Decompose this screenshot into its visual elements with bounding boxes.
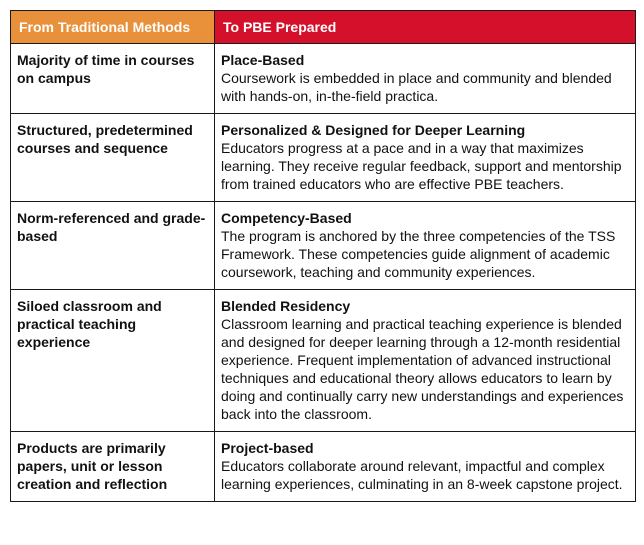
pbe-title: Place-Based (221, 52, 305, 68)
pbe-description: Coursework is embedded in place and community and blended with hands-on, in-the-field practica. (221, 70, 612, 104)
pbe-cell (215, 44, 636, 114)
pbe-cell (215, 202, 636, 290)
pbe-cell (215, 114, 636, 202)
pbe-description: Educators progress at a pace and in a way that maximizes learning. They receive regular feedback, support and mentorship from trained educators who are effective PBE teachers. (221, 140, 622, 192)
comparison-table (10, 10, 636, 502)
table-row (11, 114, 636, 202)
table-row (11, 432, 636, 502)
header-row (11, 11, 636, 44)
pbe-title: Project-based (221, 440, 314, 456)
table-row (11, 44, 636, 114)
traditional-cell: Products are primarily papers, unit or lesson creation and reflection (11, 432, 215, 502)
table-row (11, 202, 636, 290)
pbe-title: Personalized & Designed for Deeper Learning (221, 122, 526, 138)
pbe-description: Classroom learning and practical teaching experience is blended and designed for deeper learning through a 12-month residential experience. Frequent implementation of advanced instructional techniques and educational theory allows educators to learn by doing and continually carry new understandings and experiences back into the classroom. (221, 316, 624, 422)
pbe-title: Blended Residency (221, 298, 351, 314)
traditional-cell: Structured, predetermined courses and sequence (11, 114, 215, 202)
traditional-cell: Majority of time in courses on campus (11, 44, 215, 114)
pbe-description: Educators collaborate around relevant, impactful and complex learning experiences, culminating in an 8-week capstone project. (221, 458, 623, 492)
header-from-traditional: From Traditional Methods (11, 11, 215, 44)
pbe-title: Competency-Based (221, 210, 352, 226)
pbe-description: The program is anchored by the three competencies of the TSS Framework. These competencies guide alignment of academic coursework, teaching and community experiences. (221, 228, 616, 280)
header-to-pbe: To PBE Prepared (215, 11, 636, 44)
traditional-cell: Norm-referenced and grade-based (11, 202, 215, 290)
pbe-cell (215, 432, 636, 502)
table-row (11, 290, 636, 432)
traditional-cell: Siloed classroom and practical teaching experience (11, 290, 215, 432)
pbe-cell (215, 290, 636, 432)
